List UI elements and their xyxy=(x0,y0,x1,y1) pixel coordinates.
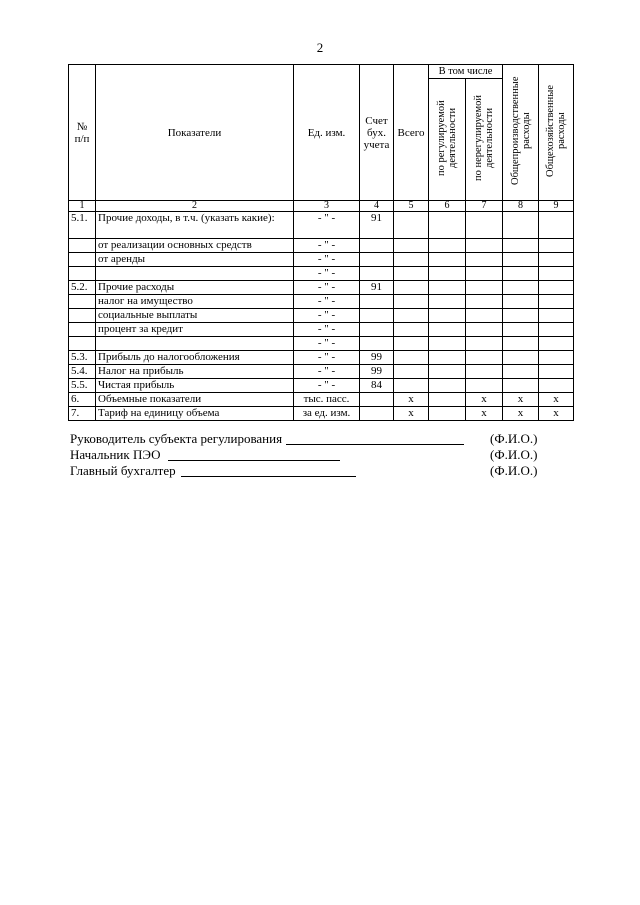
cell-unit: - " - xyxy=(294,337,360,351)
header-unregulated: по нерегулируемой деятельности xyxy=(466,79,503,201)
cell-account xyxy=(360,309,394,323)
header-including: В том числе xyxy=(429,65,503,79)
header-general-overhead: Общехозяйственные расходы xyxy=(539,65,574,201)
cell-production-overhead xyxy=(503,379,539,393)
cell-total xyxy=(394,365,429,379)
cell-general-overhead xyxy=(539,351,574,365)
signature-role: Главный бухгалтер xyxy=(70,463,176,478)
cell-general-overhead xyxy=(539,281,574,295)
cell-num: 6. xyxy=(69,393,96,407)
cell-unit: - " - xyxy=(294,379,360,393)
cell-num xyxy=(69,309,96,323)
header-regulated: по регулируемой деятельности xyxy=(429,79,466,201)
cell-num xyxy=(69,267,96,281)
cell-indicator: Прочие доходы, в т.ч. (указать какие): xyxy=(96,212,294,239)
signature-head xyxy=(70,431,550,447)
cell-total xyxy=(394,309,429,323)
cell-indicator: Налог на прибыль xyxy=(96,365,294,379)
cell-production-overhead xyxy=(503,267,539,281)
cell-account xyxy=(360,407,394,421)
cell-general-overhead xyxy=(539,212,574,239)
signature-line xyxy=(286,444,464,445)
cell-general-overhead xyxy=(539,253,574,267)
cell-regulated xyxy=(429,393,466,407)
cell-indicator: социальные выплаты xyxy=(96,309,294,323)
cell-unregulated xyxy=(466,295,503,309)
cell-regulated xyxy=(429,407,466,421)
cell-general-overhead: x xyxy=(539,393,574,407)
table-row xyxy=(69,281,574,295)
cell-production-overhead xyxy=(503,212,539,239)
cell-production-overhead xyxy=(503,295,539,309)
cell-general-overhead: x xyxy=(539,407,574,421)
cell-production-overhead xyxy=(503,337,539,351)
cell-general-overhead xyxy=(539,267,574,281)
table-row xyxy=(69,267,574,281)
cell-account: 91 xyxy=(360,212,394,239)
cell-num: 5.4. xyxy=(69,365,96,379)
signature-fio: (Ф.И.О.) xyxy=(490,447,538,462)
cell-total xyxy=(394,212,429,239)
signature-peo xyxy=(70,447,550,463)
cell-total xyxy=(394,337,429,351)
cell-regulated xyxy=(429,281,466,295)
table-row xyxy=(69,351,574,365)
cell-account: 84 xyxy=(360,379,394,393)
signature-fio: (Ф.И.О.) xyxy=(490,463,538,478)
cell-general-overhead xyxy=(539,337,574,351)
cell-regulated xyxy=(429,379,466,393)
cell-num: 5.1. xyxy=(69,212,96,239)
cell-regulated xyxy=(429,323,466,337)
cell-account: 91 xyxy=(360,281,394,295)
column-number: 3 xyxy=(294,201,360,212)
table-row xyxy=(69,365,574,379)
cell-general-overhead xyxy=(539,309,574,323)
cell-unit: - " - xyxy=(294,295,360,309)
signature-role: Руководитель субъекта регулирования xyxy=(70,431,283,446)
cell-unit: - " - xyxy=(294,309,360,323)
cell-production-overhead xyxy=(503,365,539,379)
cell-unit: - " - xyxy=(294,253,360,267)
cell-total xyxy=(394,351,429,365)
column-number: 7 xyxy=(466,201,503,212)
cell-account xyxy=(360,267,394,281)
cell-account xyxy=(360,239,394,253)
cell-unregulated xyxy=(466,267,503,281)
column-number: 8 xyxy=(503,201,539,212)
cell-production-overhead xyxy=(503,323,539,337)
cell-unit: тыс. пасс. xyxy=(294,393,360,407)
table-row xyxy=(69,295,574,309)
cell-indicator: Чистая прибыль xyxy=(96,379,294,393)
cell-general-overhead xyxy=(539,239,574,253)
column-number: 1 xyxy=(69,201,96,212)
cell-account xyxy=(360,295,394,309)
cell-account: 99 xyxy=(360,351,394,365)
cell-num xyxy=(69,295,96,309)
cell-unit: - " - xyxy=(294,323,360,337)
cell-total xyxy=(394,323,429,337)
cell-total xyxy=(394,253,429,267)
cell-production-overhead xyxy=(503,253,539,267)
cell-indicator: Прибыль до налогообложения xyxy=(96,351,294,365)
cell-general-overhead xyxy=(539,379,574,393)
cell-production-overhead: x xyxy=(503,407,539,421)
cell-num xyxy=(69,253,96,267)
cell-unregulated xyxy=(466,212,503,239)
cell-unregulated xyxy=(466,351,503,365)
page-number: 2 xyxy=(316,40,324,55)
cell-regulated xyxy=(429,337,466,351)
cell-num: 5.2. xyxy=(69,281,96,295)
cell-regulated xyxy=(429,309,466,323)
cell-account xyxy=(360,393,394,407)
header-num: № п/п xyxy=(69,65,96,201)
cell-unregulated xyxy=(466,323,503,337)
header-unit: Ед. изм. xyxy=(294,65,360,201)
cell-unit: за ед. изм. xyxy=(294,407,360,421)
cell-unregulated xyxy=(466,239,503,253)
column-number: 5 xyxy=(394,201,429,212)
cell-num xyxy=(69,239,96,253)
table-row xyxy=(69,239,574,253)
signature-fio: (Ф.И.О.) xyxy=(490,431,538,446)
cell-unregulated: x xyxy=(466,393,503,407)
cell-unregulated xyxy=(466,365,503,379)
cell-production-overhead xyxy=(503,351,539,365)
cell-unit: - " - xyxy=(294,365,360,379)
cell-unregulated xyxy=(466,309,503,323)
cell-regulated xyxy=(429,365,466,379)
cell-total: x xyxy=(394,393,429,407)
cell-account xyxy=(360,253,394,267)
cell-regulated xyxy=(429,267,466,281)
column-number: 9 xyxy=(539,201,574,212)
cell-regulated xyxy=(429,295,466,309)
signature-line xyxy=(181,476,356,477)
cell-regulated xyxy=(429,239,466,253)
cell-unregulated: x xyxy=(466,407,503,421)
header-account: Счет бух. учета xyxy=(360,65,394,201)
cell-indicator: от аренды xyxy=(96,253,294,267)
cell-indicator xyxy=(96,337,294,351)
cell-unit: - " - xyxy=(294,239,360,253)
cell-regulated xyxy=(429,212,466,239)
header-indicator: Показатели xyxy=(96,65,294,201)
header-production-overhead: Общепроизводственные расходы xyxy=(503,65,539,201)
cell-unit: - " - xyxy=(294,267,360,281)
cell-general-overhead xyxy=(539,323,574,337)
cell-total xyxy=(394,281,429,295)
header-total: Всего xyxy=(394,65,429,201)
cell-unregulated xyxy=(466,379,503,393)
cell-indicator: Объемные показатели xyxy=(96,393,294,407)
cell-total xyxy=(394,379,429,393)
cell-indicator: Тариф на единицу объема xyxy=(96,407,294,421)
cell-total xyxy=(394,267,429,281)
cell-indicator: налог на имущество xyxy=(96,295,294,309)
cell-num: 7. xyxy=(69,407,96,421)
table-row xyxy=(69,393,574,407)
column-number: 2 xyxy=(96,201,294,212)
cell-production-overhead xyxy=(503,309,539,323)
cell-regulated xyxy=(429,253,466,267)
cell-account xyxy=(360,323,394,337)
signature-line xyxy=(168,460,340,461)
cell-production-overhead xyxy=(503,281,539,295)
cell-production-overhead xyxy=(503,239,539,253)
cell-regulated xyxy=(429,351,466,365)
cell-general-overhead xyxy=(539,295,574,309)
table-row xyxy=(69,309,574,323)
table-row xyxy=(69,337,574,351)
cell-total: x xyxy=(394,407,429,421)
cell-unit: - " - xyxy=(294,281,360,295)
cell-indicator: Прочие расходы xyxy=(96,281,294,295)
cell-unit: - " - xyxy=(294,212,360,239)
cell-unregulated xyxy=(466,253,503,267)
cell-num: 5.5. xyxy=(69,379,96,393)
cell-total xyxy=(394,295,429,309)
cell-unit: - " - xyxy=(294,351,360,365)
cell-num xyxy=(69,323,96,337)
table-row xyxy=(69,323,574,337)
cell-unregulated xyxy=(466,337,503,351)
table-row xyxy=(69,407,574,421)
cell-num xyxy=(69,337,96,351)
cell-account: 99 xyxy=(360,365,394,379)
cell-production-overhead: x xyxy=(503,393,539,407)
cell-indicator: от реализации основных средств xyxy=(96,239,294,253)
column-number: 4 xyxy=(360,201,394,212)
report-table xyxy=(68,64,574,421)
cell-total xyxy=(394,239,429,253)
table-row xyxy=(69,253,574,267)
cell-indicator: процент за кредит xyxy=(96,323,294,337)
cell-indicator xyxy=(96,267,294,281)
column-number-row xyxy=(69,201,574,212)
table-row xyxy=(69,379,574,393)
signature-role: Начальник ПЭО xyxy=(70,447,161,462)
cell-unregulated xyxy=(466,281,503,295)
cell-num: 5.3. xyxy=(69,351,96,365)
table-row xyxy=(69,212,574,239)
signature-accountant xyxy=(70,463,550,479)
cell-account xyxy=(360,337,394,351)
column-number: 6 xyxy=(429,201,466,212)
cell-general-overhead xyxy=(539,365,574,379)
